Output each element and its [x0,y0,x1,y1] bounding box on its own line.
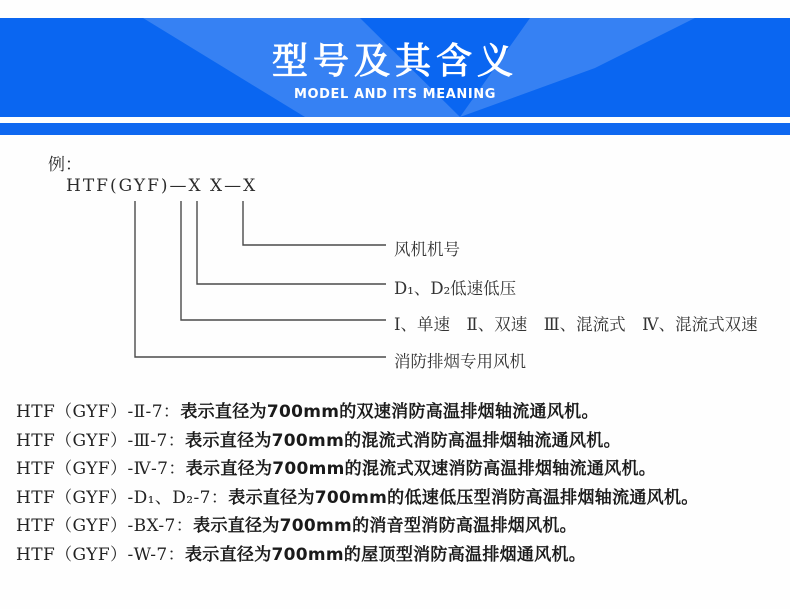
connector-fan-size [243,201,386,245]
model-description-list [16,398,786,569]
model-code-diagram [0,135,790,397]
connector-low-speed [197,201,386,284]
model-meaning: 表示直径为700mm的双速消防高温排烟轴流通风机。 [180,402,599,422]
model-code: HTF（GYF）-Ⅳ-7： [16,459,186,479]
model-row [16,398,786,427]
page-subtitle: MODEL AND ITS MEANING [293,87,497,102]
model-code: HTF（GYF）-Ⅱ-7： [16,402,181,422]
model-row [16,455,786,484]
model-meaning: 表示直径为700mm的低速低压型消防高温排烟轴流通风机。 [228,487,699,508]
model-row [16,541,786,570]
diagram-label-fan-size: 风机机号 [394,240,460,259]
example-label: 例： [48,155,82,175]
model-meaning: 表示直径为700mm的混流式双速消防高温排烟轴流通风机。 [185,459,657,479]
header-banner [0,18,790,117]
model-code: HTF（GYF）-BX-7： [16,516,194,536]
page-title: 型号及其含义 [271,41,518,82]
diagram-label-low-speed-low-pressure: D₁、D₂低速低压 [394,279,517,298]
divider-stripe [0,123,790,135]
model-row [16,512,786,541]
diagram-label-fire-smoke-fan: 消防排烟专用风机 [394,352,526,371]
connector-fan-purpose [135,201,386,357]
model-row [16,427,786,456]
model-row [16,484,786,513]
page-content [0,135,790,609]
connector-speed-type [181,201,386,320]
model-meaning: 表示直径为700mm的屋顶型消防高温排烟通风机。 [185,544,587,565]
model-code: HTF（GYF）-D₁、D₂-7： [16,487,229,508]
diagram-label-speed-types: Ⅰ、单速 Ⅱ、双速 Ⅲ、混流式 Ⅳ、混流式双速 [394,315,758,334]
model-meaning: 表示直径为700mm的混流式消防高温排烟轴流通风机。 [185,430,621,451]
model-code: HTF（GYF）-W-7： [16,544,185,565]
model-code: HTF（GYF）-Ⅲ-7： [16,430,186,451]
model-meaning: 表示直径为700mm的消音型消防高温排烟风机。 [193,516,577,536]
model-formula: HTF(GYF)—X X—X [66,176,258,196]
